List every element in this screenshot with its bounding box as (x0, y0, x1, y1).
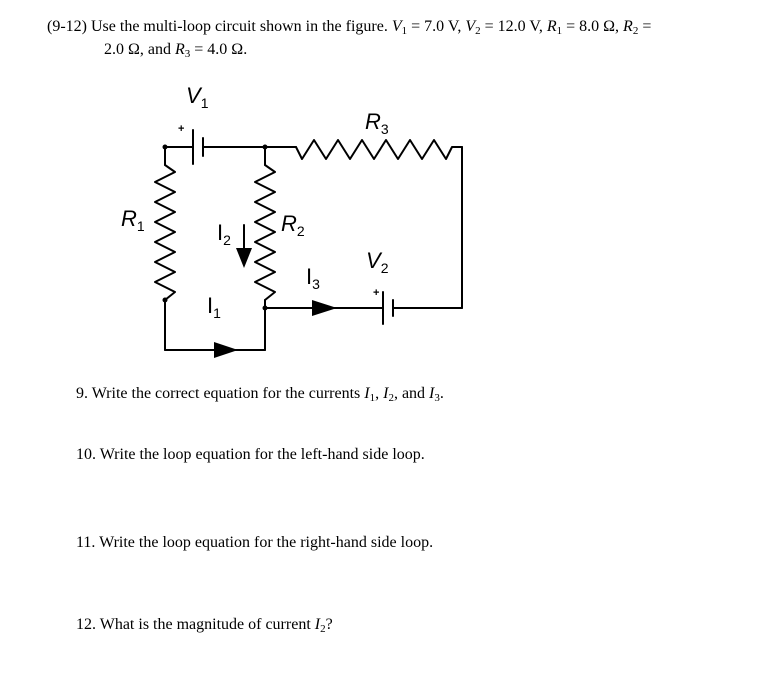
label-r1: R1 (121, 206, 145, 234)
v1-plus-sign: + (178, 123, 185, 135)
v2-plus-sign: + (373, 287, 380, 299)
question-10: 10. Write the loop equation for the left-hand side loop. (76, 446, 425, 463)
question-9: 9. Write the correct equation for the currents $I_1$, $I_2$, and $I_3$. (76, 385, 444, 404)
label-r3: R3 (365, 109, 389, 137)
junction-bottom-left (163, 298, 168, 303)
arrow-i2 (236, 248, 252, 268)
junction-top-left (163, 145, 168, 150)
question-11: 11. Write the loop equation for the right-hand side loop. (76, 534, 434, 551)
label-i1: I1 (207, 293, 221, 321)
label-i2: I2 (217, 220, 231, 248)
label-v1: V1 (186, 83, 209, 111)
junction-bottom-mid (263, 306, 268, 311)
resistor-r2 (255, 165, 275, 300)
resistor-r3 (296, 140, 462, 159)
problem-intro-line2: 2.0 Ω, and $R_3 = 4.0$ Ω. (104, 41, 248, 60)
label-v2: V2 (366, 248, 389, 276)
resistor-r1 (155, 165, 175, 300)
problem-intro-line1: (9-12) Use the multi-loop circuit shown in the figure. $V_1 = 7.0$ V, $V_2 = 12.0$ V, $R_1 = 8.0$ Ω, $R_2$ = (47, 18, 652, 37)
label-i3: I3 (306, 264, 320, 292)
label-r2: R2 (281, 211, 305, 239)
battery-v2 (383, 292, 393, 324)
battery-v1 (193, 130, 203, 164)
arrow-i1 (214, 342, 238, 358)
junction-top-mid (263, 145, 268, 150)
question-12: 12. What is the magnitude of current $I_2$? (76, 616, 333, 635)
problem-range: (9-12) (47, 18, 87, 35)
arrow-i3 (312, 300, 337, 316)
